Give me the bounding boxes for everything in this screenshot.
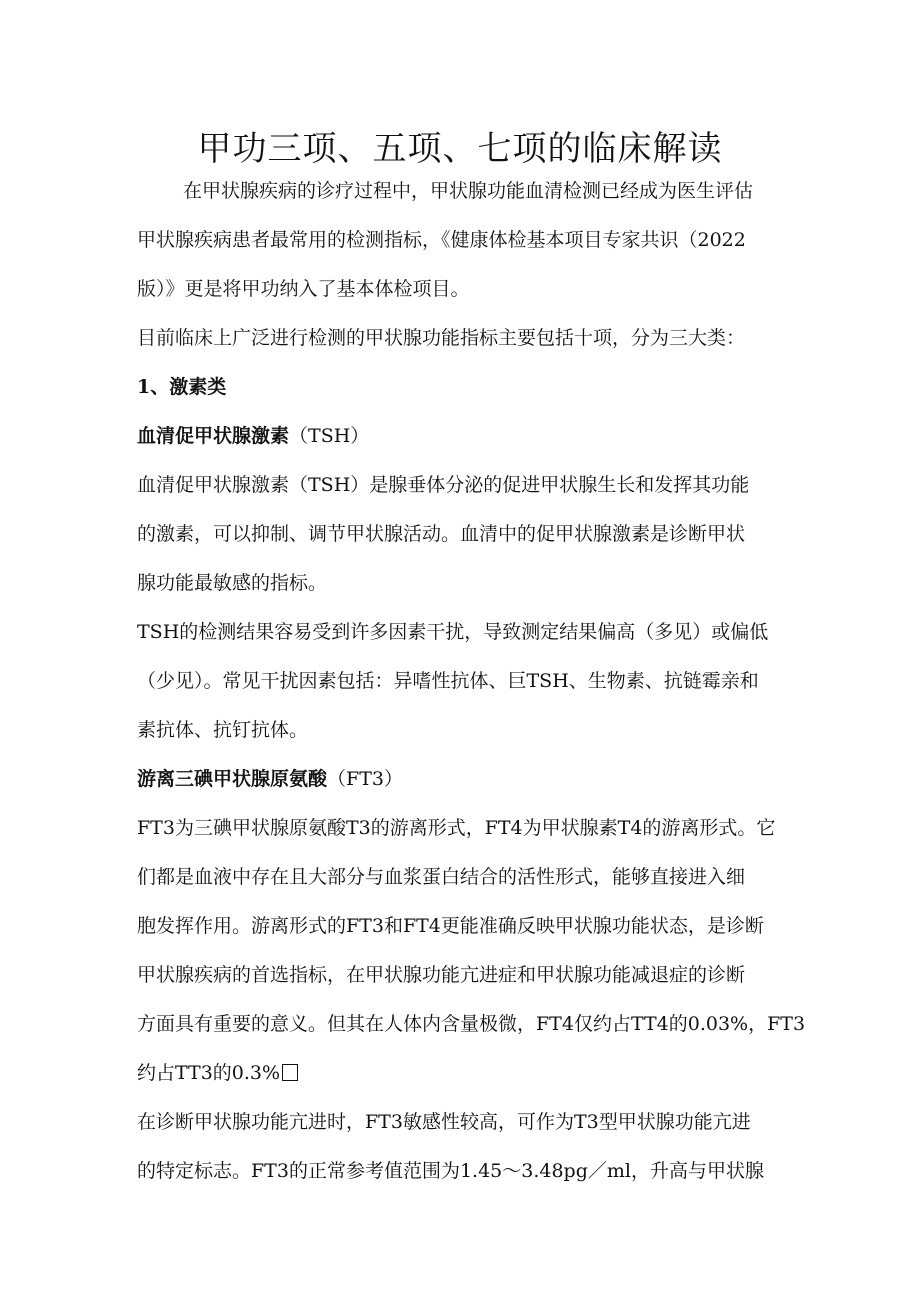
- tsh-paragraph-2-line-1: TSH的检测结果容易受到许多因素干扰，导致测定结果偏高（多见）或偏低: [137, 621, 769, 643]
- ft3-paragraph-1-line-1: FT3为三碘甲状腺原氨酸T3的游离形式，FT4为甲状腺素T4的游离形式。它: [137, 817, 776, 839]
- tsh-heading-name: 血清促甲状腺激素: [137, 425, 290, 447]
- intro-line-3: 版）》更是将甲功纳入了基本体检项目。: [137, 278, 470, 300]
- tsh-heading-abbr: （TSH）: [289, 425, 370, 447]
- ft3-paragraph-1-line-5: 方面具有重要的意义。但其在人体内含量极微，FT4仅约占TT4的0.03%，FT3: [137, 1013, 806, 1035]
- ft3-paragraph-1-line-6: [137, 1060, 298, 1086]
- missing-glyph-box: [282, 1064, 298, 1081]
- intro-line-2: 甲状腺疾病患者最常用的检测指标，《健康体检基本项目专家共识（2022: [137, 229, 746, 251]
- summary-line: 目前临床上广泛进行检测的甲状腺功能指标主要包括十项，分为三大类：: [137, 327, 746, 349]
- page-title: 甲功三项、五项、七项的临床解读: [197, 128, 723, 169]
- ft3-paragraph-1-line-4: 甲状腺疾病的首选指标，在甲状腺功能亢进症和甲状腺功能减退症的诊断: [137, 964, 746, 986]
- section-heading-hormones: 1、激素类: [137, 376, 227, 398]
- ft3-paragraph-1-line-3: 胞发挥作用。游离形式的FT3和FT4更能准确反映甲状腺功能状态，是诊断: [137, 915, 764, 937]
- ft3-paragraph-2-line-2: 的特定标志。FT3的正常参考值范围为1.45～3.48pg／ml，升高与甲状腺: [137, 1160, 764, 1182]
- tsh-paragraph-1-line-3: 腺功能最敏感的指标。: [137, 572, 328, 594]
- tsh-paragraph-1-line-2: 的激素，可以抑制、调节甲状腺活动。血清中的促甲状腺激素是诊断甲状: [137, 523, 746, 545]
- tsh-heading: [137, 423, 369, 449]
- ft3-paragraph-1-line-6-text: 约占TT3的0.3%: [137, 1062, 281, 1084]
- tsh-paragraph-2-line-3: 素抗体、抗钉抗体。: [137, 719, 309, 741]
- ft3-heading-name: 游离三碘甲状腺原氨酸: [137, 768, 328, 790]
- ft3-paragraph-1-line-2: 们都是血液中存在且大部分与血浆蛋白结合的活性形式，能够直接进入细: [137, 866, 746, 888]
- ft3-paragraph-2-line-1: 在诊断甲状腺功能亢进时，FT3敏感性较高，可作为T3型甲状腺功能亢进: [137, 1111, 751, 1133]
- tsh-paragraph-1-line-1: 血清促甲状腺激素（TSH）是腺垂体分泌的促进甲状腺生长和发挥其功能: [137, 474, 750, 496]
- tsh-paragraph-2-line-2: （少见）。常见干扰因素包括：异嗜性抗体、巨TSH、生物素、抗链霉亲和: [137, 670, 759, 692]
- intro-line-1: 在甲状腺疾病的诊疗过程中，甲状腺功能血清检测已经成为医生评估: [183, 180, 754, 202]
- ft3-heading: [137, 766, 403, 792]
- ft3-heading-abbr: （FT3）: [327, 768, 403, 790]
